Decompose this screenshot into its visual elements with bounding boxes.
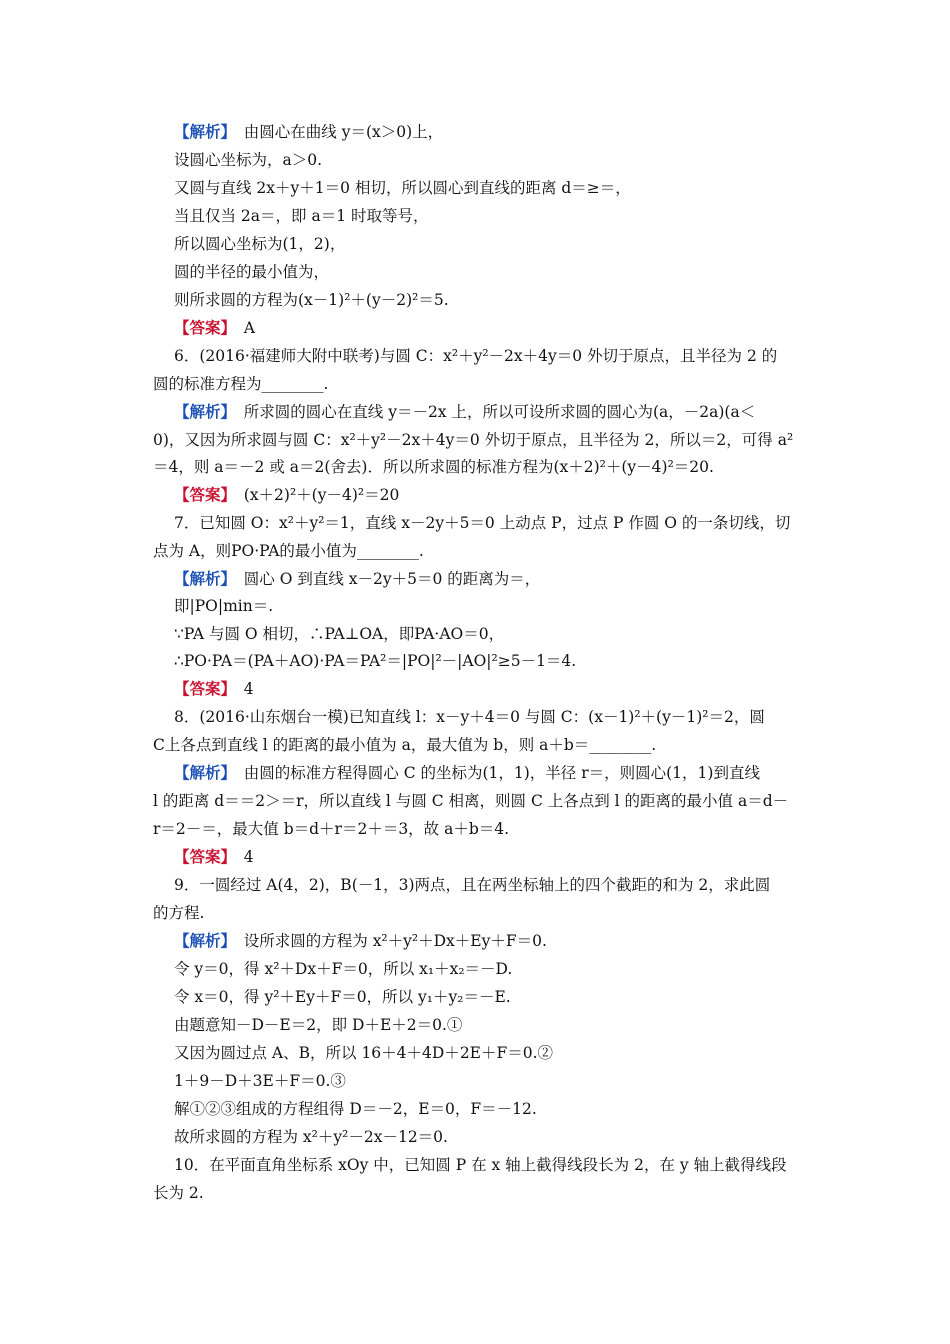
line-text: C上各点到直线 l 的距离的最小值为 a，最大值为 b，则 a＋b＝________.	[153, 736, 657, 754]
solution-line	[174, 929, 547, 953]
line-text: 6．(2016·福建师大附中联考)与圆 C：x²＋y²－2x＋4y＝0 外切于原点，且半径为 2 的	[174, 347, 778, 365]
line-text: 10．在平面直角坐标系 xOy 中，已知圆 P 在 x 轴上截得线段长为 2，在 y 轴上截得线段	[174, 1156, 787, 1174]
problem-line	[174, 873, 770, 897]
line-text: 的方程.	[153, 904, 205, 922]
solution-line	[174, 761, 760, 785]
problem-line	[174, 344, 777, 368]
jiexi-tag: 【解析】	[174, 402, 237, 421]
line-text: 长为 2.	[153, 1184, 204, 1202]
line-text: r＝2－＝，最大值 b＝d＋r＝2＋＝3，故 a＋b＝4.	[153, 820, 510, 838]
line-text: 令 x＝0，得 y²＋Ey＋F＝0，所以 y₁＋y₂＝－E.	[174, 988, 511, 1006]
solution-line	[174, 567, 540, 591]
line-text: l 的距离 d＝＝2＞＝r，所以直线 l 与圆 C 相离，则圆 C 上各点到 l 的距离的最小值 a＝d－	[153, 792, 789, 810]
problem-line	[174, 1153, 787, 1177]
line-text: 4	[243, 680, 254, 698]
line-text: 0)，又因为所求圆与圆 C：x²＋y²－2x＋4y＝0 外切于原点，且半径为 2，所以＝2，可得 a²	[153, 431, 794, 449]
text-line	[174, 1069, 346, 1093]
line-text: 所以圆心坐标为(1，2)，	[174, 235, 346, 253]
line-text: 解①②③组成的方程组得 D＝－2，E＝0，F＝－12.	[174, 1100, 537, 1118]
daan-tag: 【答案】	[174, 318, 237, 337]
line-text: 当且仅当 2a＝，即 a＝1 时取等号，	[174, 207, 429, 225]
line-text: 1＋9－D＋3E＋F＝0.③	[174, 1072, 346, 1090]
text-line	[153, 733, 656, 757]
problem-line	[174, 511, 790, 535]
text-line	[174, 622, 504, 646]
line-text: 4	[243, 848, 254, 866]
text-line	[174, 1097, 537, 1121]
text-line	[174, 957, 512, 981]
line-text: 即|PO|min＝.	[174, 597, 274, 615]
line-text: 圆的半径的最小值为，	[174, 263, 330, 281]
line-text: 7．已知圆 O：x²＋y²＝1，直线 x－2y＋5＝0 上动点 P，过点 P 作圆 O 的一条切线，切	[174, 514, 791, 532]
text-line	[153, 372, 328, 396]
line-text: 则所求圆的方程为(x－1)²＋(y－2)²＝5.	[174, 291, 449, 309]
line-text: 圆心 O 到直线 x－2y＋5＝0 的距离为＝，	[243, 570, 541, 588]
text-line	[174, 985, 511, 1009]
line-text: 圆的标准方程为________.	[153, 375, 329, 393]
line-text: 由圆心在曲线 y＝(x＞0)上，	[243, 123, 444, 141]
jiexi-tag: 【解析】	[174, 122, 237, 141]
text-line	[174, 148, 322, 172]
answer-line	[174, 677, 254, 701]
answer-line	[174, 845, 254, 869]
line-text: 设圆心坐标为，a＞0.	[174, 151, 323, 169]
line-text: A	[243, 319, 255, 337]
text-line	[174, 1041, 553, 1065]
daan-tag: 【答案】	[174, 485, 237, 504]
line-text: 又圆与直线 2x＋y＋1＝0 相切，所以圆心到直线的距离 d＝≥＝，	[174, 179, 631, 197]
line-text: ＝4，则 a＝－2 或 a＝2(舍去)．所以所求圆的标准方程为(x＋2)²＋(y－4)²＝20.	[153, 458, 714, 476]
line-text: 由题意知－D－E＝2，即 D＋E＋2＝0.①	[174, 1016, 463, 1034]
text-line	[174, 1013, 462, 1037]
line-text: ∴PO·PA＝(PA＋AO)·PA＝PA²＝|PO|²－|AO|²≥5－1＝4.	[174, 652, 577, 670]
daan-tag: 【答案】	[174, 847, 237, 866]
text-line	[174, 594, 273, 618]
line-text: 由圆的标准方程得圆心 C 的坐标为(1，1)，半径 r＝，则圆心(1，1)到直线	[243, 764, 760, 782]
jiexi-tag: 【解析】	[174, 931, 237, 950]
daan-tag: 【答案】	[174, 679, 237, 698]
line-text: 设所求圆的方程为 x²＋y²＋Dx＋Ey＋F＝0.	[243, 932, 547, 950]
text-line	[174, 204, 429, 228]
solution-line	[174, 400, 755, 424]
solution-line	[174, 120, 443, 144]
problem-line	[174, 705, 765, 729]
line-text: 9．一圆经过 A(4，2)，B(－1，3)两点，且在两坐标轴上的四个截距的和为 2，求此圆	[174, 876, 771, 894]
answer-line	[174, 483, 399, 507]
line-text: 点为 A，则PO·PA的最小值为________.	[153, 542, 424, 560]
text-line	[153, 428, 793, 452]
text-line	[153, 539, 424, 563]
text-line	[174, 232, 345, 256]
line-text: 令 y＝0，得 x²＋Dx＋F＝0，所以 x₁＋x₂＝－D.	[174, 960, 513, 978]
text-line	[153, 789, 788, 813]
text-line	[174, 288, 449, 312]
text-line	[174, 176, 631, 200]
line-text: 8．(2016·山东烟台一模)已知直线 l：x－y＋4＝0 与圆 C：(x－1)²＋(y－1)²＝2，圆	[174, 708, 765, 726]
line-text: 又因为圆过点 A、B，所以 16＋4＋4D＋2E＋F＝0.②	[174, 1044, 554, 1062]
text-line	[174, 260, 329, 284]
text-line	[153, 455, 714, 479]
text-line	[174, 649, 576, 673]
line-text: 故所求圆的方程为 x²＋y²－2x－12＝0.	[174, 1128, 448, 1146]
text-line	[153, 901, 204, 925]
text-line	[174, 1125, 448, 1149]
text-line	[153, 817, 509, 841]
jiexi-tag: 【解析】	[174, 763, 237, 782]
answer-line	[174, 316, 255, 340]
text-line	[153, 1181, 204, 1205]
line-text: ∵PA 与圆 O 相切，∴PA⊥OA，即PA·AO＝0，	[174, 625, 505, 643]
jiexi-tag: 【解析】	[174, 569, 237, 588]
line-text: 所求圆的圆心在直线 y＝－2x 上，所以可设所求圆的圆心为(a，－2a)(a＜	[243, 403, 756, 421]
line-text: (x＋2)²＋(y－4)²＝20	[243, 486, 400, 504]
